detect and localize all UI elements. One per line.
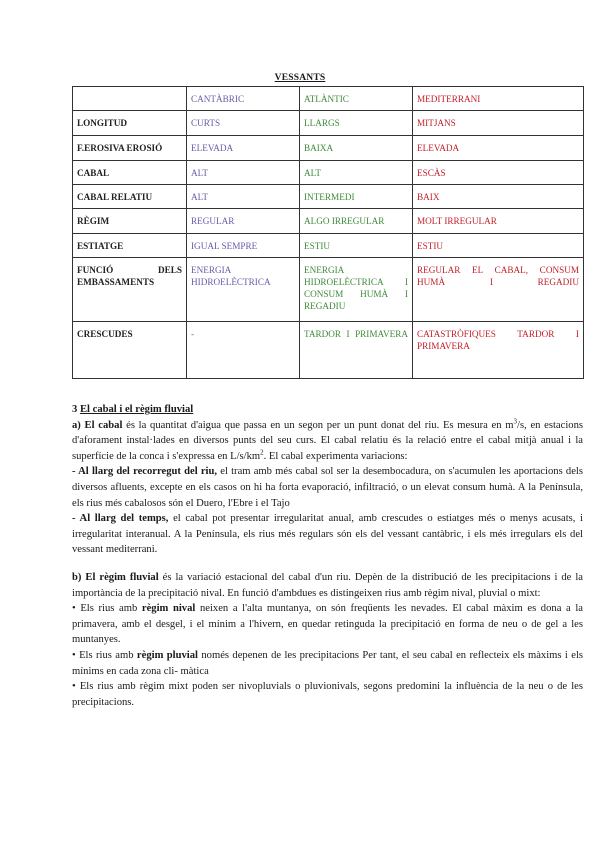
body-text [72, 402, 583, 710]
cell-atlantic: BAIXA [300, 136, 413, 161]
row-label: F.EROSIVA EROSIÓ [73, 136, 187, 161]
paragraph-gap [72, 558, 583, 570]
table-row [73, 161, 584, 185]
cell-cantabric: ALT [187, 161, 300, 185]
cell-mediterrani: MITJANS [413, 111, 584, 136]
cell-atlantic: LLARGS [300, 111, 413, 136]
cell-atlantic: ENERGIA HIDROELÈCTRICA I CONSUM HUMÀ I REGADIU [300, 258, 413, 322]
cell-cantabric: ALT [187, 185, 300, 209]
table-title: VESSANTS [274, 73, 326, 83]
list-item-pluvial: • Els rius amb règim pluvial només depenen de les precipitacions Per tant, el seu cabal en reflecteix els màxims i els mínims en cada zona cli- màtica [72, 649, 584, 677]
section-number: 3 [72, 404, 78, 415]
header-atlantic: ATLÀNTIC [300, 87, 413, 111]
cell-atlantic: ALGO IRREGULAR [300, 209, 413, 234]
table-row [73, 111, 584, 136]
cell-cantabric: REGULAR [187, 209, 300, 234]
row-label: RÈGIM [73, 209, 187, 234]
cell-cantabric: IGUAL SEMPRE [187, 234, 300, 258]
section-heading [72, 402, 583, 418]
table-row [73, 322, 584, 379]
paragraph-temps: - Al llarg del temps, el cabal pot presentar irregularitat anual, amb crescudes o estiatges més o menys acusats, i irregularitat interanual. A la Península, els rius més regulars són els del vessant cantàbric, i els més irregulars els del vessant mediterrani. [72, 513, 583, 556]
cell-atlantic: INTERMEDI [300, 185, 413, 209]
paragraph-recorregut: - Al llarg del recorregut del riu, el tram amb més cabal sol ser la desembocadura, on s'acumulen les aportacions dels diversos afluents, excepte en els casos on hi ha forta evaporació, infiltració, o un elevat consum humà. A la Península, els rius més cabalosos són el Duero, l'Ebre i el Tajo [72, 466, 583, 509]
cell-mediterrani: ELEVADA [413, 136, 584, 161]
cell-cantabric: ENERGIA HIDROELÈCTRICA [187, 258, 300, 322]
term-temps: - Al llarg del temps, [72, 513, 169, 525]
vessants-table [72, 86, 584, 379]
paragraph-regim: b) El règim fluvial és la variació estacional del cabal d'un riu. Depèn de la distribució de les precipitacions i de la importància de la precipitació nival. En funció d'ambdues es distingeixen rius amb règim nival, pluvial o mixt: [72, 571, 584, 599]
cell-atlantic: ALT [300, 161, 413, 185]
cell-cantabric: ELEVADA [187, 136, 300, 161]
header-cell-empty [73, 87, 187, 111]
header-cantabric: CANTÀBRIC [187, 87, 300, 111]
cell-atlantic: TARDOR I PRIMAVERA [300, 322, 413, 379]
cell-mediterrani: ESTIU [413, 234, 584, 258]
row-label: LONGITUD [73, 111, 187, 136]
cell-mediterrani: REGULAR EL CABAL, CONSUM HUMÀ I REGADIU [413, 258, 584, 322]
cell-cantabric: - [187, 322, 300, 379]
term-cabal: a) El cabal [72, 419, 123, 431]
header-mediterrani: MEDITERRANI [413, 87, 584, 111]
term-recorregut: - Al llarg del recorregut del riu, [72, 466, 218, 478]
row-label: FUNCIÓ DELS EMBASSAMENTS [73, 258, 187, 322]
cell-mediterrani: BAIX [413, 185, 584, 209]
cell-mediterrani: MOLT IRREGULAR [413, 209, 584, 234]
row-label: CABAL RELATIU [73, 185, 187, 209]
table-row [73, 185, 584, 209]
list-item-mixt: • Els rius amb règim mixt poden ser nivopluvials o pluvionivals, segons predomini la influència de la neu o de les precipitacions. [72, 681, 583, 708]
cell-mediterrani: CATASTRÒFIQUES TARDOR I PRIMAVERA [413, 322, 584, 379]
table-header-row [73, 87, 584, 111]
table-row [73, 234, 584, 258]
table-row [73, 209, 584, 234]
row-label: ESTIATGE [73, 234, 187, 258]
row-label: CABAL [73, 161, 187, 185]
paragraph-cabal: a) El cabal és la quantitat d'aigua que passa en un segon per un punt donat del riu. Es mesura en $m^3/s$, en estacions d'aforament instal·lades en diversos punts del seu curs. El cabal relatiu és la relació entre el cabal mitjà anual i la superfície de la conca i s'expressa en $L/s/km^2$. El cabal experimenta variacions: [72, 417, 583, 462]
term-regim: b) El règim fluvial [72, 571, 159, 583]
cell-mediterrani: ESCÀS [413, 161, 584, 185]
cell-atlantic: ESTIU [300, 234, 413, 258]
section-title: El cabal i el règim fluvial [79, 404, 194, 415]
row-label: CRESCUDES [73, 322, 187, 379]
cell-cantabric: CURTS [187, 111, 300, 136]
list-item-nival: • Els rius amb règim nival neixen a l'alta muntanya, on són freqüents les nevades. El cabal màxim es dona a la primavera, amb el desgel, i el mínim a l'hivern, en quedar retinguda la precipitació en forma de neu o de gel a les muntanyes. [72, 603, 583, 646]
table-row [73, 136, 584, 161]
table-row [73, 258, 584, 322]
